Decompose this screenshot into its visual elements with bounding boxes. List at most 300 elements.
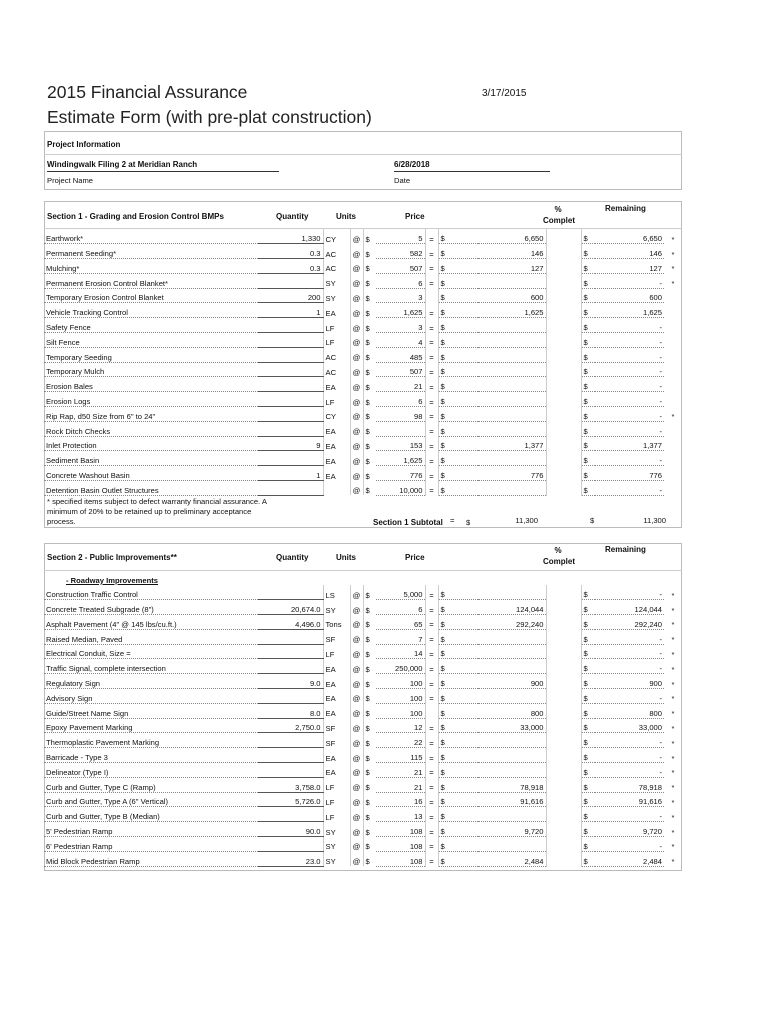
item-cell: Epoxy Pavement Marking <box>44 718 258 733</box>
percent-complete-cell[interactable] <box>546 822 581 837</box>
total-currency-cell: $ <box>438 837 478 852</box>
equals-cell: = <box>425 392 438 407</box>
percent-complete-cell[interactable] <box>546 777 581 792</box>
percent-complete-cell[interactable] <box>546 259 581 274</box>
at-sign-cell: @ <box>350 436 363 451</box>
price-currency-cell: $ <box>363 629 376 644</box>
remaining-cell: - <box>595 763 664 778</box>
quantity-cell[interactable] <box>258 347 323 362</box>
unit-cell: SY <box>323 273 350 288</box>
remaining-currency-cell: $ <box>581 421 595 436</box>
equals-cell: = <box>425 259 438 274</box>
remaining-cell: - <box>595 689 664 704</box>
total-currency-cell: $ <box>438 689 478 704</box>
price-cell: 100 <box>376 703 425 718</box>
quantity-cell[interactable] <box>258 407 323 422</box>
quantity-cell[interactable] <box>258 659 323 674</box>
quantity-cell[interactable]: 23.0 <box>258 851 323 866</box>
price-currency-cell: $ <box>363 436 376 451</box>
equals-cell: = <box>425 229 438 244</box>
total-cell <box>478 407 546 422</box>
quantity-cell[interactable]: 2,750.0 <box>258 718 323 733</box>
price-cell: 12 <box>376 718 425 733</box>
unit-cell: SY <box>323 851 350 866</box>
total-currency-cell: $ <box>438 674 478 689</box>
asterisk-cell: * <box>671 857 675 867</box>
price-cell: 3 <box>376 288 425 303</box>
equals-cell: = <box>425 347 438 362</box>
quantity-cell[interactable] <box>258 837 323 852</box>
remaining-cell: - <box>595 362 664 377</box>
price-currency-cell: $ <box>363 851 376 866</box>
at-sign-cell: @ <box>350 303 363 318</box>
remaining-currency-cell: $ <box>581 807 595 822</box>
price-currency-cell: $ <box>363 451 376 466</box>
quantity-cell[interactable] <box>258 807 323 822</box>
total-currency-cell: $ <box>438 733 478 748</box>
unit-cell: LF <box>323 318 350 333</box>
asterisk-cell: * <box>671 249 675 259</box>
total-cell: 600 <box>478 288 546 303</box>
asterisk-cell <box>664 362 682 377</box>
total-currency-cell: $ <box>438 392 478 407</box>
price-cell: 507 <box>376 259 425 274</box>
price-cell: 115 <box>376 748 425 763</box>
remaining-cell: - <box>595 748 664 763</box>
percent-complete-cell[interactable] <box>546 837 581 852</box>
remaining-cell: 900 <box>595 674 664 689</box>
item-cell: Erosion Logs <box>44 392 258 407</box>
total-cell <box>478 659 546 674</box>
unit-cell: LF <box>323 392 350 407</box>
quantity-cell[interactable] <box>258 377 323 392</box>
item-cell: Curb and Gutter, Type A (6" Vertical) <box>44 792 258 807</box>
total-currency-cell: $ <box>438 659 478 674</box>
price-cell: 108 <box>376 837 425 852</box>
percent-complete-cell[interactable] <box>546 644 581 659</box>
quantity-cell[interactable]: 1 <box>258 466 323 481</box>
percent-complete-cell[interactable] <box>546 333 581 348</box>
percent-complete-cell[interactable] <box>546 600 581 615</box>
item-cell: Temporary Mulch <box>44 362 258 377</box>
quantity-cell[interactable]: 0.3 <box>258 244 323 259</box>
equals-cell: = <box>425 807 438 822</box>
total-cell: 6,650 <box>478 229 546 244</box>
quantity-cell[interactable]: 3,758.0 <box>258 777 323 792</box>
asterisk-cell: * <box>671 797 675 807</box>
item-cell: Guide/Street Name Sign <box>44 703 258 718</box>
unit-cell: CY <box>323 229 350 244</box>
price-currency-cell: $ <box>363 303 376 318</box>
remaining-currency-cell: $ <box>581 777 595 792</box>
percent-complete-cell[interactable] <box>546 659 581 674</box>
price-currency-cell: $ <box>363 318 376 333</box>
price-cell: 6 <box>376 600 425 615</box>
asterisk-cell: * <box>671 738 675 748</box>
total-currency-cell: $ <box>438 851 478 866</box>
total-currency-cell: $ <box>438 229 478 244</box>
unit-cell: EA <box>323 436 350 451</box>
total-cell: 78,918 <box>478 777 546 792</box>
total-currency-cell: $ <box>438 600 478 615</box>
table-row <box>44 674 682 689</box>
section1-table <box>44 229 682 496</box>
quantity-cell[interactable]: 1,330 <box>258 229 323 244</box>
unit-cell: Tons <box>323 615 350 630</box>
quantity-cell[interactable] <box>258 362 323 377</box>
price-currency-cell: $ <box>363 718 376 733</box>
asterisk-cell <box>664 303 682 318</box>
at-sign-cell: @ <box>350 421 363 436</box>
remaining-currency-cell: $ <box>581 333 595 348</box>
remaining-cell: 9,720 <box>595 822 664 837</box>
at-sign-cell: @ <box>350 703 363 718</box>
at-sign-cell: @ <box>350 466 363 481</box>
price-currency-cell: $ <box>363 421 376 436</box>
project-information-label: Project Information <box>47 140 121 149</box>
remaining-currency-cell: $ <box>581 718 595 733</box>
section2-title: Section 2 - Public Improvements** <box>47 553 177 562</box>
quantity-cell[interactable] <box>258 451 323 466</box>
equals-cell: = <box>425 466 438 481</box>
at-sign-cell: @ <box>350 807 363 822</box>
item-cell: Construction Traffic Control <box>44 585 258 600</box>
table-row <box>44 288 682 303</box>
table-row <box>44 659 682 674</box>
total-currency-cell: $ <box>438 436 478 451</box>
percent-complete-cell[interactable] <box>546 229 581 244</box>
percent-complete-cell[interactable] <box>546 763 581 778</box>
percent-complete-cell[interactable] <box>546 347 581 362</box>
equals-cell: = <box>425 362 438 377</box>
remaining-cell: - <box>595 733 664 748</box>
table-row <box>44 777 682 792</box>
equals-cell <box>425 288 438 303</box>
total-currency-cell: $ <box>438 273 478 288</box>
at-sign-cell: @ <box>350 674 363 689</box>
total-currency-cell: $ <box>438 748 478 763</box>
total-currency-cell: $ <box>438 703 478 718</box>
total-cell: 127 <box>478 259 546 274</box>
equals-cell: = <box>425 851 438 866</box>
quantity-cell[interactable] <box>258 733 323 748</box>
asterisk-cell <box>664 288 682 303</box>
percent-complete-cell[interactable] <box>546 303 581 318</box>
percent-complete-cell[interactable] <box>546 362 581 377</box>
remaining-currency-cell: $ <box>581 377 595 392</box>
table-row <box>44 703 682 718</box>
price-cell: 10,000 <box>376 481 425 496</box>
asterisk-cell: * <box>671 827 675 837</box>
unit-cell: EA <box>323 451 350 466</box>
price-cell: 100 <box>376 674 425 689</box>
at-sign-cell: @ <box>350 629 363 644</box>
table-row <box>44 718 682 733</box>
section1-subtotal-value: 11,300 <box>515 516 538 525</box>
price-cell: 108 <box>376 822 425 837</box>
equals-cell: = <box>425 792 438 807</box>
equals-cell: = <box>425 585 438 600</box>
table-row <box>44 629 682 644</box>
table-row <box>44 362 682 377</box>
table-row <box>44 748 682 763</box>
percent-complete-cell[interactable] <box>546 318 581 333</box>
price-currency-cell: $ <box>363 392 376 407</box>
unit-cell: EA <box>323 763 350 778</box>
price-cell: 153 <box>376 436 425 451</box>
asterisk-cell: * <box>671 664 675 674</box>
section1-footnote: * specified items subject to defect warranty financial assurance. A minimum of 20% to be retained up to preliminary acceptance process. <box>47 497 267 526</box>
quantity-cell[interactable]: 0.3 <box>258 259 323 274</box>
price-currency-cell: $ <box>363 807 376 822</box>
project-name-label: Project Name <box>47 176 94 185</box>
percent-complete-cell[interactable] <box>546 288 581 303</box>
item-cell: Asphalt Pavement (4" @ 145 lbs/cu.ft.) <box>44 615 258 630</box>
unit-cell <box>323 481 350 496</box>
total-currency-cell: $ <box>438 466 478 481</box>
divider <box>44 154 682 155</box>
percent-complete-cell[interactable] <box>546 674 581 689</box>
total-cell: 146 <box>478 244 546 259</box>
item-cell: Erosion Bales <box>44 377 258 392</box>
total-cell <box>478 763 546 778</box>
price-currency-cell: $ <box>363 777 376 792</box>
total-currency-cell: $ <box>438 451 478 466</box>
price-currency-cell: $ <box>363 244 376 259</box>
percent-complete-cell[interactable] <box>546 807 581 822</box>
total-cell <box>478 481 546 496</box>
percent-complete-cell[interactable] <box>546 466 581 481</box>
percent-complete-cell[interactable] <box>546 733 581 748</box>
at-sign-cell: @ <box>350 718 363 733</box>
price-cell: 98 <box>376 407 425 422</box>
percent-complete-cell[interactable] <box>546 407 581 422</box>
equals-cell: = <box>425 318 438 333</box>
percent-complete-cell[interactable] <box>546 615 581 630</box>
item-cell: Raised Median, Paved <box>44 629 258 644</box>
item-cell: Advisory Sign <box>44 689 258 704</box>
unit-cell: AC <box>323 244 350 259</box>
item-cell: Concrete Treated Subgrade (8") <box>44 600 258 615</box>
percent-complete-cell[interactable] <box>546 718 581 733</box>
asterisk-cell: * <box>671 649 675 659</box>
remaining-cell: - <box>595 318 664 333</box>
divider <box>44 570 682 571</box>
price-cell: 582 <box>376 244 425 259</box>
at-sign-cell: @ <box>350 333 363 348</box>
price-cell: 1,625 <box>376 451 425 466</box>
asterisk-cell: * <box>671 635 675 645</box>
percent-complete-cell[interactable] <box>546 703 581 718</box>
remaining-currency-cell: $ <box>581 392 595 407</box>
remaining-currency-cell: $ <box>581 822 595 837</box>
percent-complete-cell[interactable] <box>546 585 581 600</box>
total-currency-cell: $ <box>438 244 478 259</box>
total-currency-cell: $ <box>438 777 478 792</box>
price-currency-cell: $ <box>363 822 376 837</box>
quantity-cell[interactable] <box>258 481 323 496</box>
quantity-cell[interactable]: 4,496.0 <box>258 615 323 630</box>
remaining-currency-cell: $ <box>581 837 595 852</box>
at-sign-cell: @ <box>350 585 363 600</box>
percent-complete-cell[interactable] <box>546 244 581 259</box>
table-row <box>44 377 682 392</box>
section1-col-price: Price <box>405 212 425 221</box>
total-cell: 1,377 <box>478 436 546 451</box>
total-cell: 2,484 <box>478 851 546 866</box>
item-cell: Regulatory Sign <box>44 674 258 689</box>
table-row <box>44 333 682 348</box>
table-row <box>44 407 682 422</box>
equals-cell <box>425 703 438 718</box>
total-currency-cell: $ <box>438 792 478 807</box>
item-cell: Thermoplastic Pavement Marking <box>44 733 258 748</box>
price-currency-cell: $ <box>363 347 376 362</box>
at-sign-cell: @ <box>350 273 363 288</box>
equals-cell: = <box>425 659 438 674</box>
remaining-currency-cell: $ <box>581 481 595 496</box>
price-cell: 6 <box>376 392 425 407</box>
price-currency-cell: $ <box>363 273 376 288</box>
equals-cell: = <box>425 421 438 436</box>
price-currency-cell: $ <box>363 377 376 392</box>
item-cell: Traffic Signal, complete intersection <box>44 659 258 674</box>
item-cell: Detention Basin Outlet Structures <box>44 481 258 496</box>
percent-complete-cell[interactable] <box>546 273 581 288</box>
price-cell: 776 <box>376 466 425 481</box>
percent-complete-cell[interactable] <box>546 851 581 866</box>
section1-col-complete: % Complet <box>543 205 575 225</box>
total-cell <box>478 421 546 436</box>
quantity-cell[interactable]: 20,674.0 <box>258 600 323 615</box>
total-cell: 800 <box>478 703 546 718</box>
section2-col-price: Price <box>405 553 425 562</box>
quantity-cell[interactable]: 9 <box>258 436 323 451</box>
percent-complete-cell[interactable] <box>546 481 581 496</box>
price-cell: 485 <box>376 347 425 362</box>
quantity-cell[interactable] <box>258 333 323 348</box>
asterisk-cell <box>664 421 682 436</box>
quantity-cell[interactable]: 90.0 <box>258 822 323 837</box>
total-cell <box>478 451 546 466</box>
asterisk-cell: * <box>671 620 675 630</box>
at-sign-cell: @ <box>350 733 363 748</box>
unit-cell: SY <box>323 288 350 303</box>
total-currency-cell: $ <box>438 644 478 659</box>
price-cell: 21 <box>376 763 425 778</box>
remaining-cell: - <box>595 585 664 600</box>
section2-table <box>44 585 682 867</box>
equals-cell: = <box>425 436 438 451</box>
price-currency-cell: $ <box>363 333 376 348</box>
quantity-cell[interactable] <box>258 318 323 333</box>
remaining-cell: 6,650 <box>595 229 664 244</box>
price-currency-cell: $ <box>363 466 376 481</box>
percent-complete-cell[interactable] <box>546 689 581 704</box>
percent-complete-cell[interactable] <box>546 392 581 407</box>
remaining-currency-cell: $ <box>581 466 595 481</box>
asterisk-cell: * <box>671 412 675 422</box>
quantity-cell[interactable]: 1 <box>258 303 323 318</box>
quantity-cell[interactable] <box>258 629 323 644</box>
remaining-currency-cell: $ <box>581 436 595 451</box>
price-cell: 5 <box>376 229 425 244</box>
unit-cell: LS <box>323 585 350 600</box>
table-row <box>44 851 682 866</box>
remaining-currency-cell: $ <box>581 585 595 600</box>
quantity-cell[interactable] <box>258 644 323 659</box>
quantity-cell[interactable]: 200 <box>258 288 323 303</box>
equals-cell: = <box>425 837 438 852</box>
quantity-cell[interactable] <box>258 392 323 407</box>
asterisk-cell: * <box>671 590 675 600</box>
total-currency-cell: $ <box>438 763 478 778</box>
project-date-value[interactable]: 6/28/2018 <box>394 160 550 172</box>
percent-complete-cell[interactable] <box>546 792 581 807</box>
equals-cell: = <box>425 629 438 644</box>
percent-complete-cell[interactable] <box>546 451 581 466</box>
remaining-cell: 33,000 <box>595 718 664 733</box>
total-cell <box>478 807 546 822</box>
table-row <box>44 244 682 259</box>
total-cell: 900 <box>478 674 546 689</box>
total-cell: 124,044 <box>478 600 546 615</box>
remaining-cell: - <box>595 837 664 852</box>
total-currency-cell: $ <box>438 377 478 392</box>
section1-subtotal-currency: $ <box>466 518 471 527</box>
at-sign-cell: @ <box>350 318 363 333</box>
total-currency-cell: $ <box>438 807 478 822</box>
percent-complete-cell[interactable] <box>546 421 581 436</box>
quantity-cell[interactable] <box>258 763 323 778</box>
total-currency-cell: $ <box>438 303 478 318</box>
item-cell: Curb and Gutter, Type B (Median) <box>44 807 258 822</box>
section1-col-remaining: Remaining <box>605 204 646 213</box>
quantity-cell[interactable]: 8.0 <box>258 703 323 718</box>
remaining-currency-cell: $ <box>581 733 595 748</box>
unit-cell: LF <box>323 644 350 659</box>
price-currency-cell: $ <box>363 259 376 274</box>
quantity-cell[interactable]: 5,726.0 <box>258 792 323 807</box>
percent-complete-cell[interactable] <box>546 748 581 763</box>
remaining-cell: 776 <box>595 466 664 481</box>
quantity-cell[interactable] <box>258 585 323 600</box>
at-sign-cell: @ <box>350 689 363 704</box>
quantity-cell[interactable] <box>258 273 323 288</box>
project-name-value[interactable]: Windingwalk Filing 2 at Meridian Ranch <box>47 160 279 172</box>
remaining-cell: - <box>595 273 664 288</box>
total-cell <box>478 362 546 377</box>
percent-complete-cell[interactable] <box>546 436 581 451</box>
quantity-cell[interactable] <box>258 689 323 704</box>
total-currency-cell: $ <box>438 318 478 333</box>
asterisk-cell: * <box>671 723 675 733</box>
equals-cell: = <box>425 644 438 659</box>
asterisk-cell: * <box>671 264 675 274</box>
quantity-cell[interactable]: 9.0 <box>258 674 323 689</box>
unit-cell: EA <box>323 674 350 689</box>
quantity-cell[interactable] <box>258 748 323 763</box>
remaining-cell: - <box>595 347 664 362</box>
percent-complete-cell[interactable] <box>546 377 581 392</box>
price-cell: 250,000 <box>376 659 425 674</box>
unit-cell: EA <box>323 421 350 436</box>
quantity-cell[interactable] <box>258 421 323 436</box>
item-cell: Barricade - Type 3 <box>44 748 258 763</box>
equals-cell: = <box>425 600 438 615</box>
percent-complete-cell[interactable] <box>546 629 581 644</box>
total-cell: 292,240 <box>478 615 546 630</box>
